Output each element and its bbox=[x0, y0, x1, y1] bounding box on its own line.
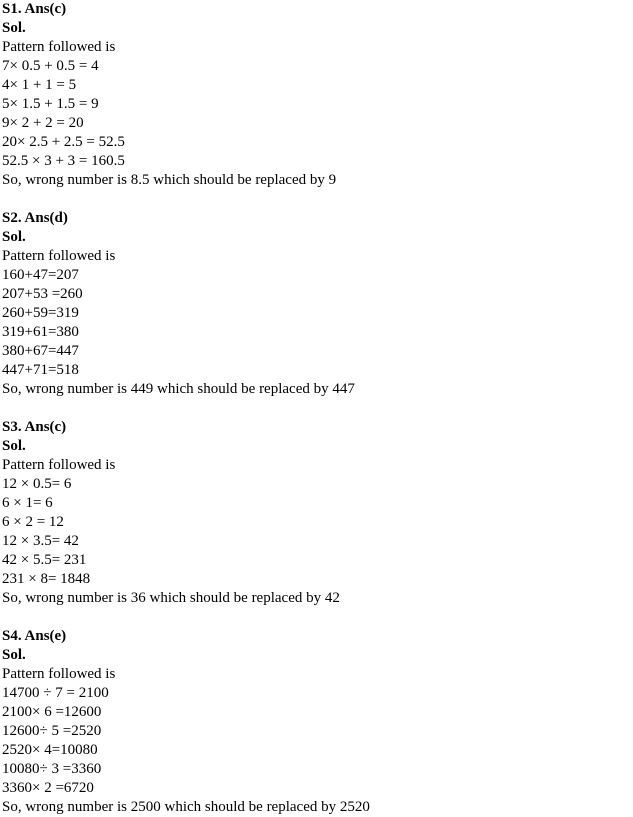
pattern-step: 7× 0.5 + 0.5 = 4 bbox=[2, 58, 99, 74]
pattern-step: 14700 ÷ 7 = 2100 bbox=[2, 685, 109, 701]
conclusion-text: So, wrong number is 449 which should be replaced by 447 bbox=[2, 381, 355, 397]
solution-block-s1 bbox=[2, 0, 630, 190]
solution-heading: S1. Ans(c) bbox=[2, 1, 67, 17]
solution-block-s4 bbox=[2, 627, 630, 817]
pattern-step: 319+61=380 bbox=[2, 324, 79, 340]
solution-heading: S3. Ans(c) bbox=[2, 419, 67, 435]
pattern-step: 4× 1 + 1 = 5 bbox=[2, 77, 77, 93]
pattern-step: 6 × 2 = 12 bbox=[2, 514, 64, 530]
pattern-step: 20× 2.5 + 2.5 = 52.5 bbox=[2, 134, 125, 150]
pattern-label: Pattern followed is bbox=[2, 666, 116, 682]
pattern-step: 2100× 6 =12600 bbox=[2, 704, 102, 720]
pattern-step: 380+67=447 bbox=[2, 343, 79, 359]
sol-label: Sol. bbox=[2, 438, 26, 454]
pattern-step: 3360× 2 =6720 bbox=[2, 780, 94, 796]
solution-heading: S4. Ans(e) bbox=[2, 628, 67, 644]
pattern-step: 260+59=319 bbox=[2, 305, 79, 321]
conclusion-text: So, wrong number is 36 which should be replaced by 42 bbox=[2, 590, 340, 606]
pattern-step: 160+47=207 bbox=[2, 267, 79, 283]
pattern-step: 6 × 1= 6 bbox=[2, 495, 53, 511]
solution-heading: S2. Ans(d) bbox=[2, 210, 68, 226]
sol-label: Sol. bbox=[2, 647, 26, 663]
sol-label: Sol. bbox=[2, 20, 26, 36]
pattern-step: 2520× 4=10080 bbox=[2, 742, 98, 758]
pattern-step: 52.5 × 3 + 3 = 160.5 bbox=[2, 153, 125, 169]
solution-block-s2 bbox=[2, 209, 630, 399]
conclusion-text: So, wrong number is 2500 which should be replaced by 2520 bbox=[2, 799, 370, 815]
conclusion-text: So, wrong number is 8.5 which should be replaced by 9 bbox=[2, 172, 337, 188]
pattern-step: 42 × 5.5= 231 bbox=[2, 552, 87, 568]
pattern-label: Pattern followed is bbox=[2, 457, 116, 473]
pattern-step: 12600÷ 5 =2520 bbox=[2, 723, 102, 739]
sol-label: Sol. bbox=[2, 229, 26, 245]
solutions-document bbox=[2, 0, 630, 817]
pattern-step: 10080÷ 3 =3360 bbox=[2, 761, 102, 777]
pattern-step: 5× 1.5 + 1.5 = 9 bbox=[2, 96, 99, 112]
pattern-step: 9× 2 + 2 = 20 bbox=[2, 115, 84, 131]
pattern-label: Pattern followed is bbox=[2, 248, 116, 264]
pattern-step: 12 × 3.5= 42 bbox=[2, 533, 79, 549]
pattern-label: Pattern followed is bbox=[2, 39, 116, 55]
solution-block-s3 bbox=[2, 418, 630, 608]
pattern-step: 207+53 =260 bbox=[2, 286, 83, 302]
pattern-step: 447+71=518 bbox=[2, 362, 79, 378]
pattern-step: 231 × 8= 1848 bbox=[2, 571, 91, 587]
pattern-step: 12 × 0.5= 6 bbox=[2, 476, 72, 492]
